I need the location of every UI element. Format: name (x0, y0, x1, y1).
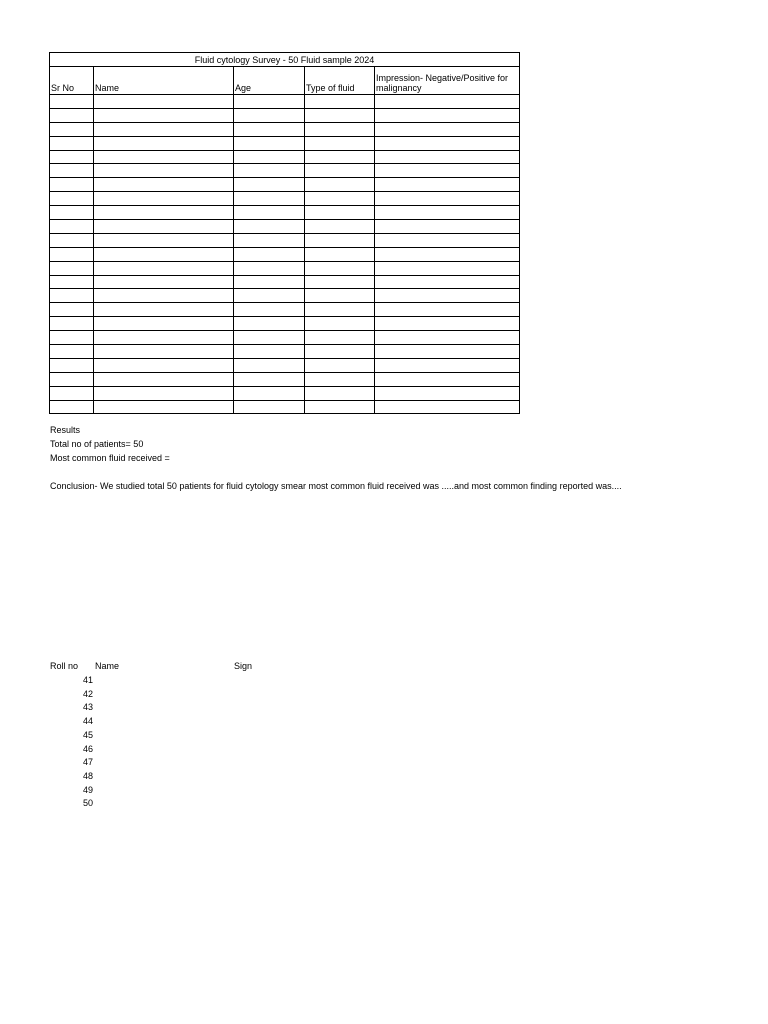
table-row (50, 233, 520, 247)
table-cell (50, 206, 94, 220)
table-cell (234, 345, 305, 359)
header-sr-no: Sr No (50, 67, 94, 95)
table-cell (50, 275, 94, 289)
table-cell (305, 303, 375, 317)
table-cell (94, 95, 234, 109)
table-cell (50, 136, 94, 150)
table-cell (50, 178, 94, 192)
table-cell (94, 108, 234, 122)
table-row (50, 261, 520, 275)
table-cell (234, 358, 305, 372)
table-cell (375, 150, 520, 164)
table-cell (305, 275, 375, 289)
table-row (50, 345, 520, 359)
table-cell (375, 233, 520, 247)
table-cell (234, 372, 305, 386)
table-cell (375, 178, 520, 192)
table-cell (50, 192, 94, 206)
table-cell (94, 358, 234, 372)
table-cell (375, 247, 520, 261)
header-age: Age (234, 67, 305, 95)
table-row (50, 122, 520, 136)
conclusion-text: Conclusion- We studied total 50 patients for fluid cytology smear most common fluid received was .....and most common finding reported was.... (50, 481, 622, 491)
table-cell (305, 358, 375, 372)
table-cell (50, 150, 94, 164)
table-cell (305, 386, 375, 400)
table-cell (375, 400, 520, 414)
table-cell (375, 275, 520, 289)
table-cell (234, 289, 305, 303)
table-cell (50, 247, 94, 261)
table-cell (234, 164, 305, 178)
table-cell (50, 317, 94, 331)
table-cell (305, 247, 375, 261)
roll-number: 45 (82, 729, 93, 740)
roll-number: 46 (82, 743, 93, 754)
table-cell (234, 122, 305, 136)
table-cell (375, 303, 520, 317)
table-row (50, 164, 520, 178)
table-cell (375, 386, 520, 400)
table-cell (94, 386, 234, 400)
table-cell (234, 233, 305, 247)
table-cell (305, 95, 375, 109)
table-cell (305, 220, 375, 234)
table-cell (94, 303, 234, 317)
table-row (50, 317, 520, 331)
table-row (50, 289, 520, 303)
table-cell (234, 178, 305, 192)
table-cell (375, 331, 520, 345)
table-cell (50, 303, 94, 317)
roll-number: 50 (82, 798, 93, 809)
table-cell (375, 206, 520, 220)
most-common-fluid-text: Most common fluid received = (50, 453, 170, 463)
table-cell (94, 150, 234, 164)
table-row (50, 192, 520, 206)
table-cell (94, 206, 234, 220)
table-cell (375, 372, 520, 386)
table-cell (234, 275, 305, 289)
table-row (50, 108, 520, 122)
roll-number: 47 (82, 757, 93, 768)
table-row (50, 303, 520, 317)
table-row (50, 136, 520, 150)
table-cell (94, 233, 234, 247)
roll-number: 44 (82, 716, 93, 727)
table-cell (50, 261, 94, 275)
roll-number: 49 (82, 784, 93, 795)
roll-number: 43 (82, 702, 93, 713)
table-cell (375, 220, 520, 234)
table-cell (50, 345, 94, 359)
table-cell (94, 331, 234, 345)
table-cell (50, 400, 94, 414)
table-row (50, 220, 520, 234)
table-cell (50, 331, 94, 345)
table-cell (94, 247, 234, 261)
table-cell (305, 136, 375, 150)
header-type-of-fluid: Type of fluid (305, 67, 375, 95)
table-cell (50, 372, 94, 386)
table-cell (375, 192, 520, 206)
table-cell (50, 233, 94, 247)
table-cell (234, 400, 305, 414)
table-cell (234, 206, 305, 220)
table-cell (375, 164, 520, 178)
table-cell (375, 289, 520, 303)
table-cell (305, 372, 375, 386)
roll-number: 48 (82, 770, 93, 781)
table-cell (234, 247, 305, 261)
table-cell (94, 345, 234, 359)
table-cell (234, 192, 305, 206)
table-cell (305, 178, 375, 192)
table-cell (50, 164, 94, 178)
table-cell (234, 108, 305, 122)
table-cell (94, 220, 234, 234)
sign-header: Sign (234, 661, 253, 671)
table-cell (234, 95, 305, 109)
table-cell (234, 261, 305, 275)
table-cell (305, 122, 375, 136)
table-cell (305, 108, 375, 122)
table-cell (375, 122, 520, 136)
table-cell (94, 192, 234, 206)
table-cell (375, 95, 520, 109)
table-cell (305, 206, 375, 220)
table-cell (94, 275, 234, 289)
roll-no-header: Roll no (50, 661, 79, 671)
table-cell (234, 331, 305, 345)
table-cell (305, 317, 375, 331)
table-cell (305, 331, 375, 345)
table-cell (305, 261, 375, 275)
table-cell (305, 164, 375, 178)
table-cell (305, 150, 375, 164)
table-row (50, 386, 520, 400)
survey-table (49, 52, 520, 414)
table-cell (305, 289, 375, 303)
table-cell (94, 122, 234, 136)
table-row (50, 331, 520, 345)
table-cell (375, 345, 520, 359)
header-impression: Impression- Negative/Positive for malignancy (375, 67, 520, 95)
table-cell (305, 233, 375, 247)
results-heading: Results (50, 425, 81, 435)
table-row (50, 95, 520, 109)
name-header: Name (95, 661, 120, 671)
roll-number: 41 (82, 675, 93, 685)
table-cell (375, 317, 520, 331)
table-cell (50, 386, 94, 400)
table-row (50, 400, 520, 414)
table-row (50, 358, 520, 372)
table-cell (234, 317, 305, 331)
table-row (50, 372, 520, 386)
table-cell (94, 372, 234, 386)
table-cell (375, 108, 520, 122)
table-cell (234, 386, 305, 400)
table-cell (94, 289, 234, 303)
table-row (50, 275, 520, 289)
table-cell (94, 164, 234, 178)
table-cell (94, 261, 234, 275)
table-cell (375, 136, 520, 150)
table-cell (305, 400, 375, 414)
table-cell (50, 122, 94, 136)
table-cell (50, 220, 94, 234)
table-row (50, 206, 520, 220)
table-row (50, 178, 520, 192)
roll-number: 42 (82, 688, 93, 699)
header-name: Name (94, 67, 234, 95)
table-cell (94, 136, 234, 150)
table-cell (305, 345, 375, 359)
table-cell (50, 108, 94, 122)
table-title: Fluid cytology Survey - 50 Fluid sample 2024 (50, 53, 520, 67)
table-cell (50, 358, 94, 372)
table-cell (375, 261, 520, 275)
table-cell (50, 289, 94, 303)
table-cell (234, 150, 305, 164)
table-cell (234, 303, 305, 317)
total-patients-text: Total no of patients= 50 (50, 439, 144, 449)
table-cell (234, 220, 305, 234)
table-cell (50, 95, 94, 109)
table-cell (94, 400, 234, 414)
table-cell (94, 317, 234, 331)
table-cell (94, 178, 234, 192)
table-cell (234, 136, 305, 150)
table-row (50, 247, 520, 261)
table-cell (305, 192, 375, 206)
table-cell (375, 358, 520, 372)
table-row (50, 150, 520, 164)
